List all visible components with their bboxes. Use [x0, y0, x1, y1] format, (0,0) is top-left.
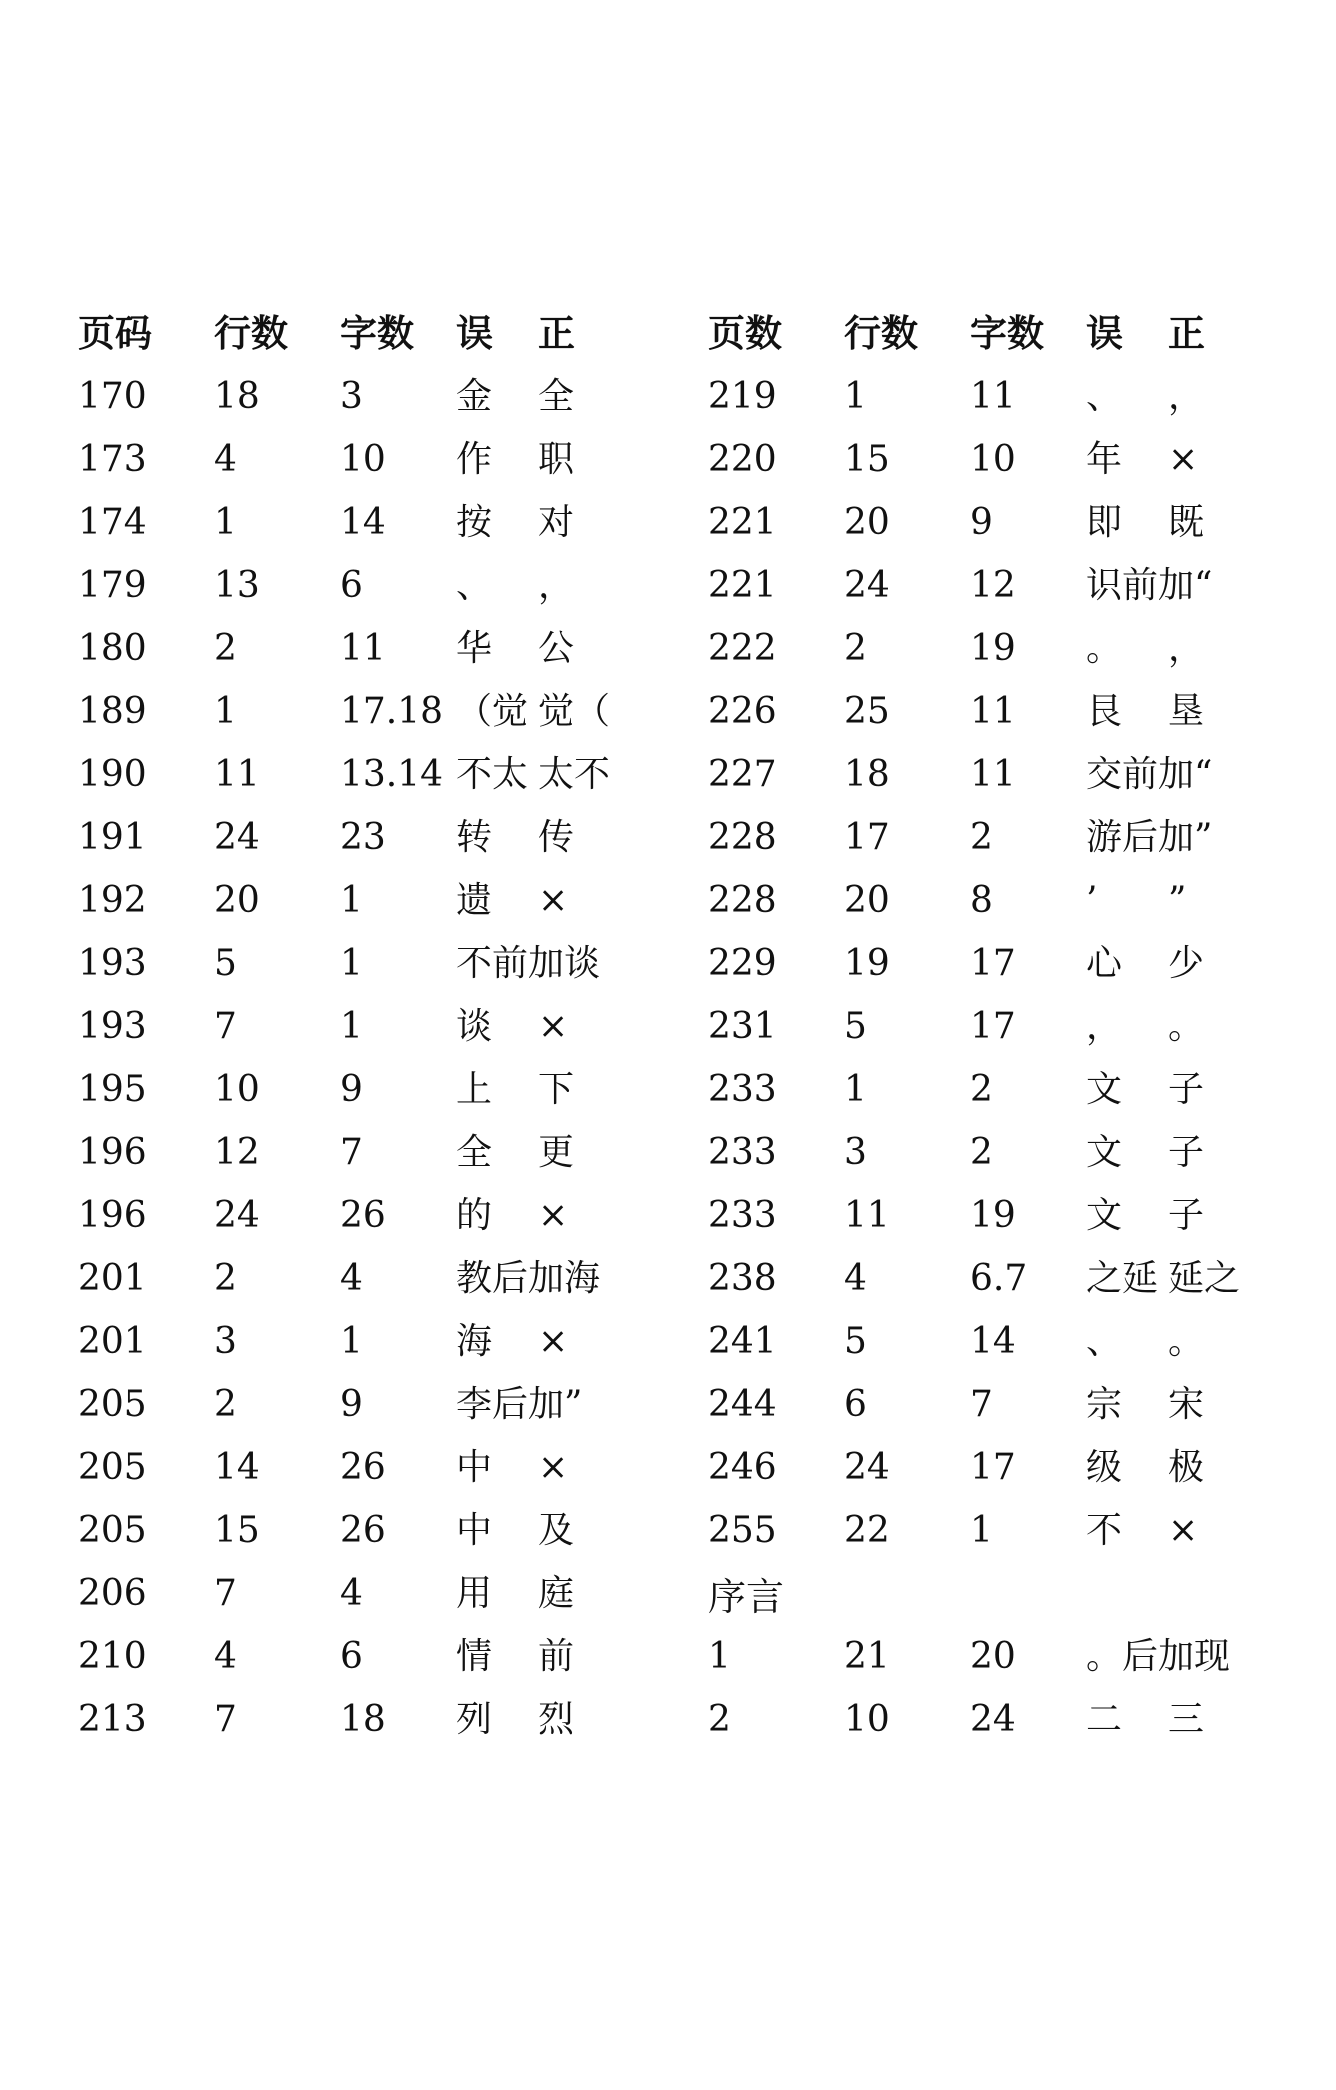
- line-cell: 24: [214, 1194, 260, 1236]
- char-cell: 10: [340, 438, 386, 480]
- page-cell: 246: [708, 1446, 777, 1488]
- table-row: [708, 617, 1288, 680]
- page-cell: 220: [708, 438, 777, 480]
- correction-cell: ，: [1168, 375, 1205, 417]
- correction-cell: 更: [538, 1131, 575, 1173]
- preface-rows: [708, 1625, 1288, 1751]
- correction-cell: ，: [1168, 627, 1205, 669]
- correction-cell: 全: [538, 375, 575, 417]
- page-cell: 238: [708, 1257, 777, 1299]
- line-cell: 7: [214, 1005, 237, 1047]
- header-line-right: 行数: [844, 312, 918, 355]
- table-row: [78, 1121, 658, 1184]
- table-row: [78, 1184, 658, 1247]
- table-row: [708, 743, 1288, 806]
- error-cell: 不前加谈: [456, 942, 601, 984]
- line-cell: 5: [844, 1005, 867, 1047]
- char-cell: 2: [970, 816, 993, 858]
- char-cell: 2: [970, 1068, 993, 1110]
- error-cell: 海: [456, 1320, 493, 1362]
- error-cell: 列: [456, 1698, 493, 1740]
- char-cell: 4: [340, 1572, 363, 1614]
- char-cell: 3: [340, 375, 363, 417]
- table-row: [78, 806, 658, 869]
- correction-cell: 。: [1168, 1320, 1205, 1362]
- correction-cell: 觉（: [538, 690, 611, 732]
- page-cell: 196: [78, 1131, 147, 1173]
- page-cell: 189: [78, 690, 147, 732]
- line-cell: 7: [214, 1572, 237, 1614]
- page-cell: 205: [78, 1446, 147, 1488]
- page-cell: 227: [708, 753, 777, 795]
- char-cell: 14: [340, 501, 386, 543]
- header-correction-right: 正: [1168, 312, 1205, 355]
- correction-cell: ×: [538, 1446, 569, 1488]
- header-char-left: 字数: [340, 312, 414, 355]
- page-cell: 196: [78, 1194, 147, 1236]
- char-cell: 1: [340, 879, 363, 921]
- table-row: [708, 806, 1288, 869]
- table-row: [708, 1499, 1288, 1562]
- header-char-right: 字数: [970, 312, 1044, 355]
- error-cell: 艮: [1086, 690, 1123, 732]
- preface-label: 序言: [708, 1575, 785, 1619]
- line-cell: 24: [844, 564, 890, 606]
- line-cell: 1: [214, 690, 237, 732]
- header-error-left: 误: [456, 312, 493, 355]
- page-cell: 255: [708, 1509, 777, 1551]
- correction-cell: ×: [1168, 1509, 1199, 1551]
- correction-cell: 子: [1168, 1194, 1205, 1236]
- page-cell: 213: [78, 1698, 147, 1740]
- line-cell: 19: [844, 942, 890, 984]
- table-row: [78, 743, 658, 806]
- line-cell: 18: [214, 375, 260, 417]
- line-cell: 11: [844, 1194, 890, 1236]
- correction-cell: 少: [1168, 942, 1205, 984]
- error-cell: 即: [1086, 501, 1123, 543]
- page-cell: 222: [708, 627, 777, 669]
- header-correction-left: 正: [538, 312, 575, 355]
- correction-cell: 垦: [1168, 690, 1205, 732]
- char-cell: 7: [970, 1383, 993, 1425]
- correction-cell: 职: [538, 438, 575, 480]
- char-cell: 1: [340, 1005, 363, 1047]
- error-cell: 李后加”: [456, 1383, 583, 1425]
- error-cell: ，: [1086, 1005, 1123, 1047]
- char-cell: 20: [970, 1635, 1016, 1677]
- char-cell: 6.7: [970, 1257, 1028, 1299]
- correction-cell: 宋: [1168, 1383, 1205, 1425]
- line-cell: 2: [214, 1383, 237, 1425]
- page-cell: 180: [78, 627, 147, 669]
- error-cell: 中: [456, 1446, 493, 1488]
- table-row: [78, 1625, 658, 1688]
- table-header-left: [78, 302, 658, 365]
- line-cell: 21: [844, 1635, 890, 1677]
- correction-cell: 传: [538, 816, 575, 858]
- char-cell: 11: [970, 690, 1016, 732]
- char-cell: 17: [970, 1446, 1016, 1488]
- char-cell: 4: [340, 1257, 363, 1299]
- table-row: [708, 1247, 1288, 1310]
- table-row: [78, 1436, 658, 1499]
- char-cell: 26: [340, 1509, 386, 1551]
- correction-cell: 既: [1168, 501, 1205, 543]
- correction-cell: 前: [538, 1635, 575, 1677]
- right-rows: [708, 365, 1288, 1562]
- char-cell: 26: [340, 1194, 386, 1236]
- table-row: [78, 995, 658, 1058]
- error-cell: ’: [1086, 879, 1098, 921]
- table-row: [78, 869, 658, 932]
- error-cell: 文: [1086, 1131, 1123, 1173]
- table-row: [708, 428, 1288, 491]
- page-cell: 170: [78, 375, 147, 417]
- error-cell: 金: [456, 375, 493, 417]
- char-cell: 9: [970, 501, 993, 543]
- error-cell: 文: [1086, 1194, 1123, 1236]
- error-cell: 华: [456, 627, 493, 669]
- error-cell: 教后加海: [456, 1257, 601, 1299]
- correction-cell: 三: [1168, 1698, 1205, 1740]
- line-cell: 2: [214, 1257, 237, 1299]
- error-cell: 用: [456, 1572, 493, 1614]
- correction-cell: ×: [538, 879, 569, 921]
- char-cell: 2: [970, 1131, 993, 1173]
- header-line-left: 行数: [214, 312, 288, 355]
- error-cell: 心: [1086, 942, 1123, 984]
- line-cell: 20: [214, 879, 260, 921]
- page-cell: 219: [708, 375, 777, 417]
- table-row: [78, 1688, 658, 1751]
- char-cell: 17.18: [340, 690, 444, 732]
- table-row: [708, 1184, 1288, 1247]
- table-row: [708, 932, 1288, 995]
- table-row: [78, 428, 658, 491]
- page-cell: 201: [78, 1257, 147, 1299]
- table-row: [78, 1310, 658, 1373]
- line-cell: 20: [844, 879, 890, 921]
- line-cell: 22: [844, 1509, 890, 1551]
- page-cell: 195: [78, 1068, 147, 1110]
- char-cell: 1: [340, 942, 363, 984]
- line-cell: 4: [214, 438, 237, 480]
- header-page-left: 页码: [78, 312, 152, 355]
- line-cell: 1: [214, 501, 237, 543]
- line-cell: 4: [844, 1257, 867, 1299]
- page-cell: 205: [78, 1509, 147, 1551]
- char-cell: 9: [340, 1383, 363, 1425]
- error-cell: 谈: [456, 1005, 493, 1047]
- page-cell: 231: [708, 1005, 777, 1047]
- table-row: [708, 365, 1288, 428]
- line-cell: 5: [214, 942, 237, 984]
- char-cell: 19: [970, 627, 1016, 669]
- table-row: [78, 932, 658, 995]
- correction-cell: 下: [538, 1068, 575, 1110]
- errata-table-left: [78, 302, 658, 1751]
- line-cell: 1: [844, 1068, 867, 1110]
- page-cell: 192: [78, 879, 147, 921]
- line-cell: 6: [844, 1383, 867, 1425]
- table-row: [708, 1310, 1288, 1373]
- correction-cell: ×: [538, 1320, 569, 1362]
- page-cell: 241: [708, 1320, 777, 1362]
- line-cell: 1: [844, 375, 867, 417]
- line-cell: 2: [844, 627, 867, 669]
- table-row: [708, 995, 1288, 1058]
- table-row: [78, 365, 658, 428]
- line-cell: 10: [214, 1068, 260, 1110]
- preface-row: [708, 1625, 1288, 1688]
- char-cell: 17: [970, 942, 1016, 984]
- table-row: [708, 1373, 1288, 1436]
- page-cell: 229: [708, 942, 777, 984]
- page-cell: 228: [708, 816, 777, 858]
- line-cell: 10: [844, 1698, 890, 1740]
- table-row: [78, 554, 658, 617]
- line-cell: 7: [214, 1698, 237, 1740]
- line-cell: 13: [214, 564, 260, 606]
- correction-cell: 子: [1168, 1131, 1205, 1173]
- error-cell: 按: [456, 501, 493, 543]
- page-cell: 174: [78, 501, 147, 543]
- line-cell: 4: [214, 1635, 237, 1677]
- error-cell: 、: [1086, 375, 1123, 417]
- char-cell: 1: [970, 1509, 993, 1551]
- page-cell: 244: [708, 1383, 777, 1425]
- correction-cell: 极: [1168, 1446, 1205, 1488]
- page-cell: 193: [78, 1005, 147, 1047]
- line-cell: 15: [214, 1509, 260, 1551]
- error-cell: 转: [456, 816, 493, 858]
- error-cell: 、: [1086, 1320, 1123, 1362]
- line-cell: 17: [844, 816, 890, 858]
- char-cell: 11: [340, 627, 386, 669]
- table-row: [708, 1058, 1288, 1121]
- line-cell: 25: [844, 690, 890, 732]
- page-cell: 205: [78, 1383, 147, 1425]
- page-cell: 221: [708, 564, 777, 606]
- error-cell: 作: [456, 438, 493, 480]
- line-cell: 3: [844, 1131, 867, 1173]
- table-row: [78, 1247, 658, 1310]
- error-cell: 文: [1086, 1068, 1123, 1110]
- page-cell: 173: [78, 438, 147, 480]
- char-cell: 10: [970, 438, 1016, 480]
- table-row: [78, 1499, 658, 1562]
- preface-row: [708, 1688, 1288, 1751]
- error-cell: （觉: [456, 690, 529, 732]
- char-cell: 11: [970, 375, 1016, 417]
- line-cell: 5: [844, 1320, 867, 1362]
- page-cell: 193: [78, 942, 147, 984]
- correction-cell: 对: [538, 501, 575, 543]
- left-rows: [78, 365, 658, 1751]
- error-cell: 二: [1086, 1698, 1123, 1740]
- error-cell: 识前加“: [1086, 564, 1213, 606]
- char-cell: 7: [340, 1131, 363, 1173]
- error-cell: 。: [1086, 627, 1123, 669]
- char-cell: 6: [340, 1635, 363, 1677]
- line-cell: 14: [214, 1446, 260, 1488]
- correction-cell: ”: [1168, 879, 1187, 921]
- char-cell: 18: [340, 1698, 386, 1740]
- correction-cell: 延之: [1168, 1257, 1241, 1299]
- page-cell: 228: [708, 879, 777, 921]
- table-row: [78, 617, 658, 680]
- line-cell: 12: [214, 1131, 260, 1173]
- error-cell: 的: [456, 1194, 493, 1236]
- line-cell: 24: [844, 1446, 890, 1488]
- correction-cell: ×: [538, 1005, 569, 1047]
- page-cell: 206: [78, 1572, 147, 1614]
- table-row: [708, 1436, 1288, 1499]
- page-cell: 233: [708, 1068, 777, 1110]
- char-cell: 24: [970, 1698, 1016, 1740]
- line-cell: 15: [844, 438, 890, 480]
- line-cell: 3: [214, 1320, 237, 1362]
- char-cell: 19: [970, 1194, 1016, 1236]
- page-cell: 1: [708, 1635, 731, 1677]
- char-cell: 12: [970, 564, 1016, 606]
- line-cell: 11: [214, 753, 260, 795]
- page-cell: 179: [78, 564, 147, 606]
- char-cell: 11: [970, 753, 1016, 795]
- table-row: [708, 680, 1288, 743]
- table-row: [78, 1562, 658, 1625]
- error-cell: 年: [1086, 438, 1123, 480]
- correction-cell: 及: [538, 1509, 575, 1551]
- table-row: [78, 491, 658, 554]
- correction-cell: 子: [1168, 1068, 1205, 1110]
- table-row: [78, 680, 658, 743]
- header-error-right: 误: [1086, 312, 1123, 355]
- char-cell: 8: [970, 879, 993, 921]
- error-cell: 级: [1086, 1446, 1123, 1488]
- error-cell: 上: [456, 1068, 493, 1110]
- error-cell: 、: [456, 564, 493, 606]
- correction-cell: 。: [1168, 1005, 1205, 1047]
- errata-table-right: [708, 302, 1288, 1751]
- line-cell: 20: [844, 501, 890, 543]
- page-cell: 210: [78, 1635, 147, 1677]
- correction-cell: 庭: [538, 1572, 575, 1614]
- table-row: [708, 869, 1288, 932]
- error-cell: 交前加“: [1086, 753, 1213, 795]
- error-cell: 不太: [456, 753, 529, 795]
- error-cell: 。后加现: [1086, 1635, 1231, 1677]
- table-row: [708, 554, 1288, 617]
- error-cell: 宗: [1086, 1383, 1123, 1425]
- correction-cell: ×: [538, 1194, 569, 1236]
- page-cell: 233: [708, 1194, 777, 1236]
- char-cell: 9: [340, 1068, 363, 1110]
- table-row: [708, 491, 1288, 554]
- page-cell: 191: [78, 816, 147, 858]
- correction-cell: ×: [1168, 438, 1199, 480]
- page-cell: 233: [708, 1131, 777, 1173]
- table-row: [78, 1373, 658, 1436]
- page-cell: 226: [708, 690, 777, 732]
- error-cell: 之延: [1086, 1257, 1159, 1299]
- line-cell: 24: [214, 816, 260, 858]
- line-cell: 18: [844, 753, 890, 795]
- error-cell: 情: [456, 1635, 493, 1677]
- error-cell: 不: [1086, 1509, 1123, 1551]
- page-cell: 2: [708, 1698, 731, 1740]
- error-cell: 全: [456, 1131, 493, 1173]
- correction-cell: 公: [538, 627, 575, 669]
- line-cell: 2: [214, 627, 237, 669]
- correction-cell: 太不: [538, 753, 611, 795]
- error-cell: 遗: [456, 879, 493, 921]
- char-cell: 1: [340, 1320, 363, 1362]
- error-cell: 游后加”: [1086, 816, 1213, 858]
- char-cell: 17: [970, 1005, 1016, 1047]
- char-cell: 26: [340, 1446, 386, 1488]
- table-row: [78, 1058, 658, 1121]
- char-cell: 13.14: [340, 753, 444, 795]
- char-cell: 23: [340, 816, 386, 858]
- page-cell: 221: [708, 501, 777, 543]
- header-page-right: 页数: [708, 312, 782, 355]
- error-cell: 中: [456, 1509, 493, 1551]
- char-cell: 6: [340, 564, 363, 606]
- page-cell: 201: [78, 1320, 147, 1362]
- correction-cell: ，: [538, 564, 575, 606]
- table-header-right: [708, 302, 1288, 365]
- page-cell: 190: [78, 753, 147, 795]
- char-cell: 14: [970, 1320, 1016, 1362]
- table-row: [708, 1121, 1288, 1184]
- correction-cell: 烈: [538, 1698, 575, 1740]
